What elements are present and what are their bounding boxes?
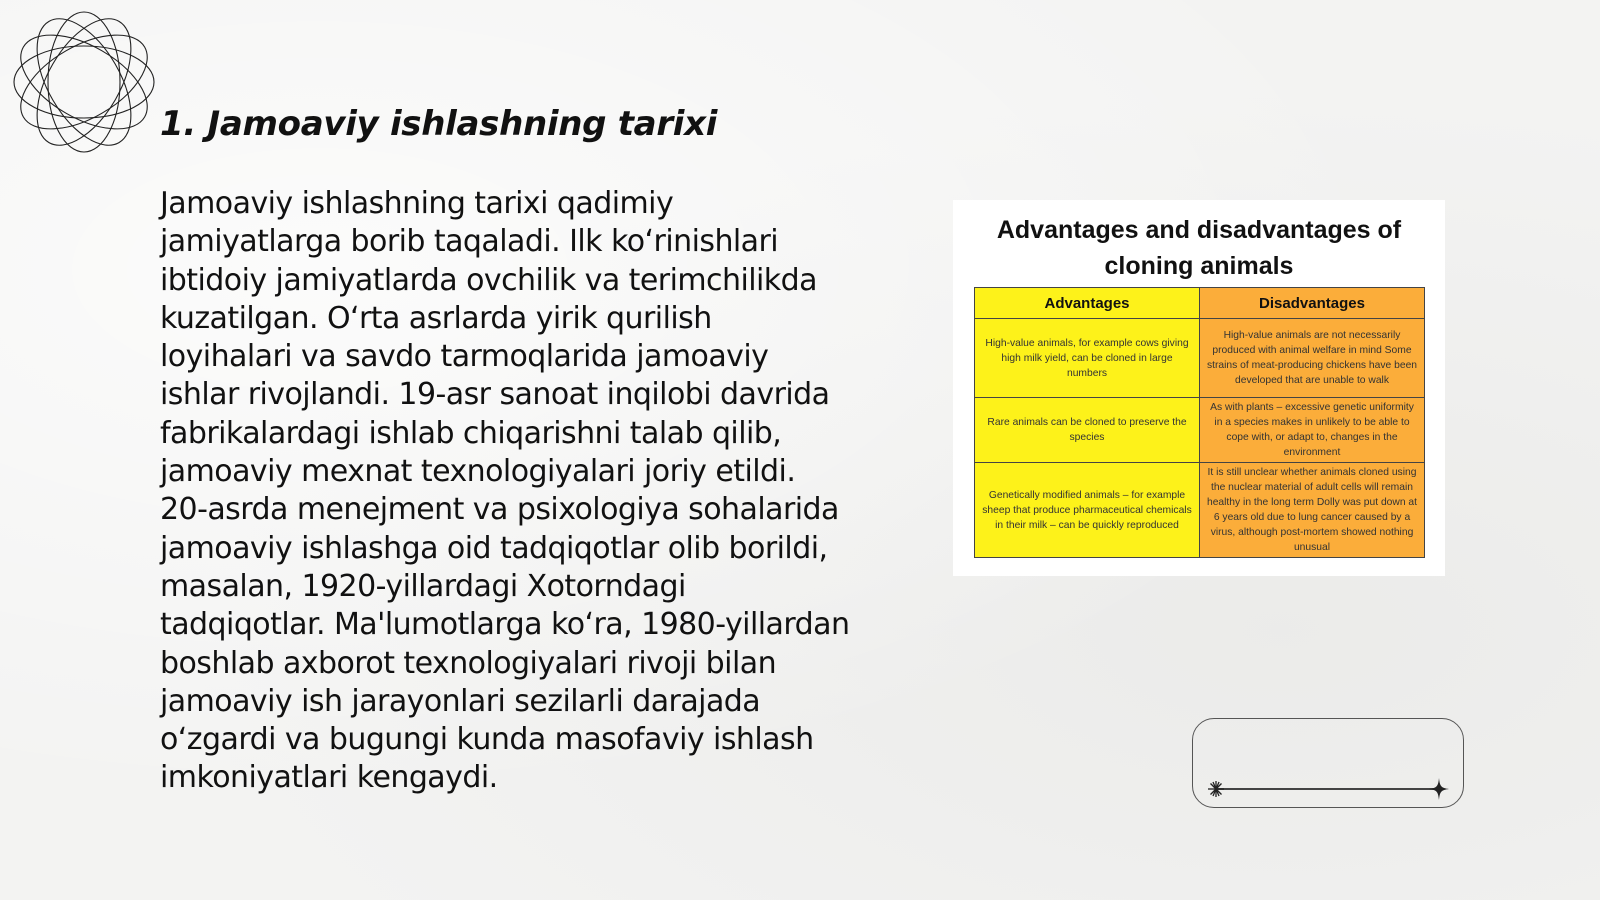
decorative-frame xyxy=(1192,718,1464,808)
disadvantage-cell: It is still unclear whether animals cloned using the nuclear material of adult cells will remain healthy in the long term Dolly was put down at 6 years old due to lung cancer caused by a virus, although post-mortem showed nothing unusual xyxy=(1200,463,1425,558)
table-row xyxy=(975,319,1425,398)
decorative-line xyxy=(1216,788,1438,790)
table-row xyxy=(975,463,1425,558)
sparkle-icon xyxy=(1206,779,1226,799)
comparison-table xyxy=(974,287,1425,558)
slide-body-text: Jamoaviy ishlashning tarixi qadimiy jamiyatlarga borib taqaladi. Ilk ko‘rinishlari ibtidoiy jamiyatlarda ovchilik va terimchilikda kuzatilgan. O‘rta asrlarda yirik qurilish loyihalari va savdo tarmoqlarida jamoaviy ishlar rivojlandi. 19-asr sanoat inqilobi davrida fabrikalardagi ishlab chiqarishni talab qilib, jamoaviy mexnat texnologiyalari joriy etildi. 20-asrda menejment va psixologiya sohalarida jamoaviy ishlashga oid tadqiqotlar olib borildi, masalan, 1920-yillardagi Xotorndagi tadqiqotlar. Ma'lumotlarga ko‘ra, 1980-yillardan boshlab axborot texnologiyalari rivoji bilan jamoaviy ish jarayonlari sezilarli darajada o‘zgardi va bugungi kunda masofaviy ishlash imkoniyatlari kengaydi. xyxy=(160,186,850,796)
slide-title: 1. Jamoaviy ishlashning tarixi xyxy=(160,104,718,144)
star-icon xyxy=(1429,778,1449,800)
advantage-cell: Genetically modified animals – for example sheep that produce pharmaceutical chemicals in their milk – can be quickly reproduced xyxy=(975,463,1200,558)
advantage-cell: High-value animals, for example cows giving high milk yield, can be cloned in large numbers xyxy=(975,319,1200,398)
cloning-table-image xyxy=(953,200,1445,576)
advantage-cell: Rare animals can be cloned to preserve the species xyxy=(975,398,1200,463)
header-disadvantages: Disadvantages xyxy=(1200,288,1425,319)
disadvantage-cell: High-value animals are not necessarily produced with animal welfare in mind Some strains of meat-producing chickens have been developed that are unable to walk xyxy=(1200,319,1425,398)
disadvantage-cell: As with plants – excessive genetic uniformity in a species makes in unlikely to be able to cope with, or adapt to, changes in the environment xyxy=(1200,398,1425,463)
rings-icon xyxy=(10,8,158,156)
table-title: Advantages and disadvantages of cloning animals xyxy=(996,216,1402,280)
header-advantages: Advantages xyxy=(975,288,1200,319)
table-row xyxy=(975,398,1425,463)
